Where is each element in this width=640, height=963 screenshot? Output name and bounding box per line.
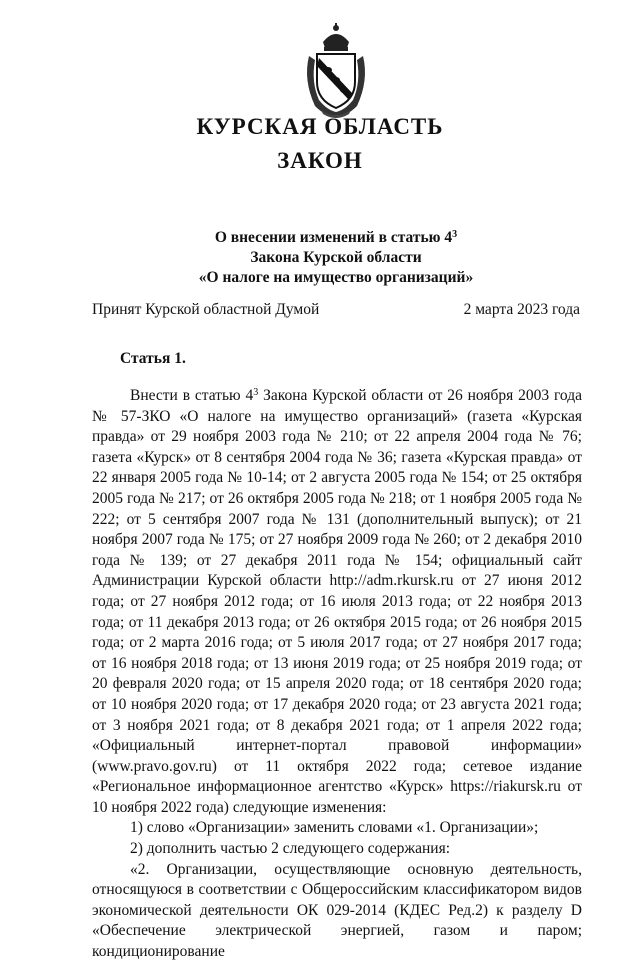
adopted-by: Принят Курской областной Думой [92, 301, 320, 318]
heading-line-2: Закона Курской области [250, 249, 422, 266]
article-body [92, 386, 582, 963]
intro-paragraph: Внести в статью $4^3$ Закона Курской области от 26 ноября 2003 года № 57-ЗКО «О налоге на имущество организаций» (газета «Курская правда» от 29 ноября 2003 года № 210; от 22 апреля 2004 года № 76; газета «Курск» от 8 сентября 2004 года № 36; газета «Курская правда» от 22 января 2005 года № 10-14; от 2 августа 2005 года № 154; от 25 октября 2005 года № 217; от 26 октября 2005 года № 218; от 1 ноября 2005 года № 222; от 5 сентября 2007 года № 131 (дополнительный выпуск); от 21 ноября 2007 года № 175; от 27 ноября 2009 года № 260; от 2 декабря 2010 года № 139; от 27 декабря 2011 года № 154; официальный сайт Администрации Курской области http://adm.rkursk.ru от 27 июня 2012 года; от 27 ноября 2012 года; от 16 июля 2013 года; от 22 ноября 2013 года; от 11 декабря 2013 года; от 26 октября 2015 года; от 26 ноября 2015 года; от 2 марта 2016 года; от 5 июля 2017 года; от 27 ноября 2017 года; от 16 ноября 2018 года; от 13 июня 2019 года; от 25 ноября 2019 года; от 20 февраля 2020 года; от 15 апреля 2020 года; от 18 сентября 2020 года; от 10 ноября 2020 года; от 17 декабря 2020 года; от 23 августа 2021 года; от 3 ноября 2021 года; от 8 декабря 2021 года; от 1 апреля 2022 года; «Официальный интернет-портал правовой информации» (www.pravo.gov.ru) от 11 октября 2022 года; сетевое издание «Региональное информационное агентство «Курск» https://riakursk.ru от 10 ноября 2022 года) следующие изменения: [92, 387, 582, 816]
article-title: Статья 1. [120, 350, 186, 367]
amendment-item-1: 1) слово «Организации» заменить словами «1. Организации»; [130, 819, 539, 837]
law-heading [170, 228, 502, 288]
adoption-line [92, 300, 580, 320]
heading-line-3: «О налоге на имущество организаций» [198, 269, 474, 286]
quoted-text: «2. Организации, осуществляющие основную деятельность, относящуюся в соответствии с Общероссийским классификатором видов экономической деятельности ОК 029-2014 (КДЕС Ред.2) к разделу D «Обеспечение электрической энергией, газом и паром; кондиционирование [92, 860, 582, 961]
region-title: КУРСКАЯ ОБЛАСТЬ [196, 114, 444, 139]
amendment-item-2: 2) дополнить частью 2 следующего содержания: [130, 840, 451, 858]
adoption-date: 2 марта 2023 года [463, 301, 580, 318]
coat-of-arms-icon [297, 20, 375, 120]
law-title: ЗАКОН [277, 148, 363, 173]
heading-line-1: О внесении изменений в статью $4^3$ [214, 229, 458, 246]
